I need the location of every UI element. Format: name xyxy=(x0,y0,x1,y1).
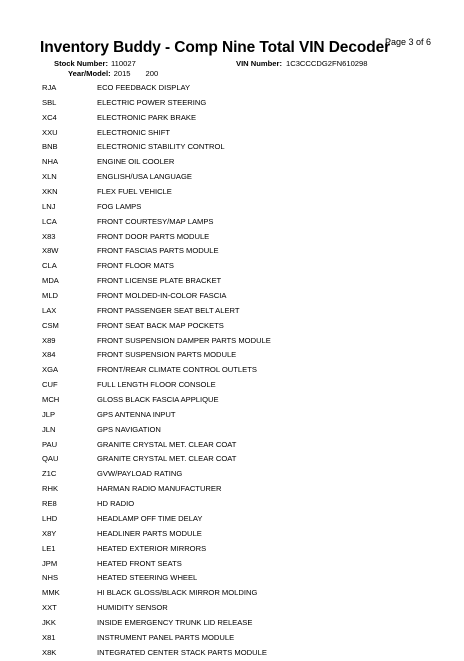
option-row xyxy=(0,170,464,185)
option-description: INTEGRATED CENTER STACK PARTS MODULE xyxy=(97,647,267,657)
option-description: FLEX FUEL VEHICLE xyxy=(97,187,172,197)
option-description: INSIDE EMERGENCY TRUNK LID RELEASE xyxy=(97,617,253,627)
option-description: ELECTRONIC PARK BRAKE xyxy=(97,112,197,122)
option-row xyxy=(0,96,464,111)
option-row xyxy=(0,363,464,378)
option-description: GRANITE CRYSTAL MET. CLEAR COAT xyxy=(97,454,237,464)
year-model-line xyxy=(68,69,158,78)
option-row xyxy=(0,482,464,497)
option-code: XXT xyxy=(42,603,57,613)
option-code: CSM xyxy=(42,320,59,330)
option-description: FRONT DOOR PARTS MODULE xyxy=(97,231,210,241)
option-code: XKN xyxy=(42,187,58,197)
option-description: FRONT MOLDED-IN-COLOR FASCIA xyxy=(97,291,227,301)
option-description: FRONT PASSENGER SEAT BELT ALERT xyxy=(97,305,240,315)
option-code: RJA xyxy=(42,83,57,92)
option-code: MCH xyxy=(42,395,60,405)
option-row xyxy=(0,334,464,349)
option-code: MLD xyxy=(42,291,59,301)
option-description: HARMAN RADIO MANUFACTURER xyxy=(97,484,222,494)
model-value: 200 xyxy=(145,69,159,78)
option-row xyxy=(0,393,464,408)
option-description: HEATED FRONT SEATS xyxy=(97,558,182,568)
option-code: MMK xyxy=(42,588,60,598)
option-code: X8Y xyxy=(42,528,57,538)
option-row xyxy=(0,155,464,170)
option-code: LNJ xyxy=(42,201,56,211)
option-description: HUMIDITY SENSOR xyxy=(97,603,168,613)
page-number: Page 3 of 6 xyxy=(385,37,432,47)
option-description: GRANITE CRYSTAL MET. CLEAR COAT xyxy=(97,439,237,449)
page-title: Inventory Buddy - Comp Nine Total VIN Decoder xyxy=(40,39,391,56)
option-row xyxy=(0,601,464,616)
option-row xyxy=(0,452,464,467)
option-row xyxy=(0,111,464,126)
option-row xyxy=(0,126,464,141)
option-description: FRONT SEAT BACK MAP POCKETS xyxy=(97,320,224,330)
option-code: XXU xyxy=(42,127,58,137)
option-description: FRONT FLOOR MATS xyxy=(97,261,174,271)
option-row xyxy=(0,81,464,96)
option-row xyxy=(0,616,464,631)
option-code: X83 xyxy=(42,231,56,241)
option-code: XLN xyxy=(42,172,57,182)
option-description: FRONT COURTESY/MAP LAMPS xyxy=(97,216,214,226)
option-description: FULL LENGTH FLOOR CONSOLE xyxy=(97,380,216,390)
option-row xyxy=(0,557,464,572)
option-row xyxy=(0,140,464,155)
option-row xyxy=(0,185,464,200)
option-code: RE8 xyxy=(42,499,57,509)
option-code: XGA xyxy=(42,365,59,375)
option-row xyxy=(0,259,464,274)
option-code: NHA xyxy=(42,157,59,167)
option-description: FRONT SUSPENSION PARTS MODULE xyxy=(97,350,237,360)
option-code: X89 xyxy=(42,335,56,345)
year-model-label: Year/Model: xyxy=(68,69,111,78)
option-row xyxy=(0,230,464,245)
option-description: GVW/PAYLOAD RATING xyxy=(97,469,183,479)
option-description: FRONT FASCIAS PARTS MODULE xyxy=(97,246,219,256)
stock-number-value: 110027 xyxy=(111,59,136,68)
option-code: MDA xyxy=(42,276,59,286)
option-code: CUF xyxy=(42,380,58,390)
option-description: HEADLINER PARTS MODULE xyxy=(97,528,202,538)
option-description: FRONT SUSPENSION DAMPER PARTS MODULE xyxy=(97,335,271,345)
option-description: HEATED EXTERIOR MIRRORS xyxy=(97,543,207,553)
option-code: JPM xyxy=(42,558,58,568)
option-row xyxy=(0,467,464,482)
option-code: BNB xyxy=(42,142,58,152)
option-description: ENGINE OIL COOLER xyxy=(97,157,175,167)
option-description: ELECTRONIC SHIFT xyxy=(97,127,170,137)
option-description: GPS NAVIGATION xyxy=(97,424,161,434)
option-row xyxy=(0,542,464,557)
option-description: HD RADIO xyxy=(97,499,135,509)
option-row xyxy=(0,289,464,304)
option-code: CLA xyxy=(42,261,57,271)
option-code: NHS xyxy=(42,573,59,583)
option-description: GLOSS BLACK FASCIA APPLIQUE xyxy=(97,395,219,405)
option-description: FRONT LICENSE PLATE BRACKET xyxy=(97,276,222,286)
option-description: GPS ANTENNA INPUT xyxy=(97,409,176,419)
option-description: HEATED STEERING WHEEL xyxy=(97,573,198,583)
option-row xyxy=(0,438,464,453)
option-row xyxy=(0,200,464,215)
option-code: PAU xyxy=(42,439,58,449)
option-code: LAX xyxy=(42,305,57,315)
option-row xyxy=(0,571,464,586)
option-code: LCA xyxy=(42,216,57,226)
option-row xyxy=(0,215,464,230)
option-code: LHD xyxy=(42,513,58,523)
option-code: X8W xyxy=(42,246,59,256)
option-code: LE1 xyxy=(42,543,56,553)
option-code: X84 xyxy=(42,350,56,360)
option-description: HEADLAMP OFF TIME DELAY xyxy=(97,513,203,523)
option-row xyxy=(0,319,464,334)
option-row xyxy=(0,423,464,438)
option-row xyxy=(0,527,464,542)
option-row xyxy=(0,348,464,363)
option-code: SBL xyxy=(42,97,57,107)
option-row xyxy=(0,497,464,512)
option-row xyxy=(0,408,464,423)
vin-label: VIN Number: xyxy=(236,59,282,68)
option-code-list xyxy=(0,81,464,661)
option-code: X81 xyxy=(42,632,56,642)
vin-value: 1C3CCCDG2FN610298 xyxy=(286,59,368,68)
option-code: JLN xyxy=(42,424,56,434)
option-description: FRONT/REAR CLIMATE CONTROL OUTLETS xyxy=(97,365,257,375)
option-description: ECO FEEDBACK DISPLAY xyxy=(97,83,191,92)
vin-line xyxy=(236,59,367,68)
option-code: Z1C xyxy=(42,469,57,479)
option-code: X8K xyxy=(42,647,57,657)
option-description: ENGLISH/USA LANGUAGE xyxy=(97,172,192,182)
option-code: QAU xyxy=(42,454,59,464)
option-code: JKK xyxy=(42,617,56,627)
stock-number-line xyxy=(54,59,136,68)
option-description: INSTRUMENT PANEL PARTS MODULE xyxy=(97,632,235,642)
option-row xyxy=(0,244,464,259)
option-row xyxy=(0,586,464,601)
option-row xyxy=(0,378,464,393)
option-row xyxy=(0,646,464,661)
option-row xyxy=(0,512,464,527)
option-row xyxy=(0,274,464,289)
option-row xyxy=(0,304,464,319)
option-description: FOG LAMPS xyxy=(97,201,142,211)
option-row xyxy=(0,631,464,646)
option-code: XC4 xyxy=(42,112,57,122)
option-description: HI BLACK GLOSS/BLACK MIRROR MOLDING xyxy=(97,588,258,598)
option-code: RHK xyxy=(42,484,59,494)
year-value: 2015 xyxy=(113,69,131,78)
option-code: JLP xyxy=(42,409,56,419)
option-description: ELECTRIC POWER STEERING xyxy=(97,97,207,107)
option-description: ELECTRONIC STABILITY CONTROL xyxy=(97,142,225,152)
stock-number-label: Stock Number: xyxy=(54,59,109,68)
